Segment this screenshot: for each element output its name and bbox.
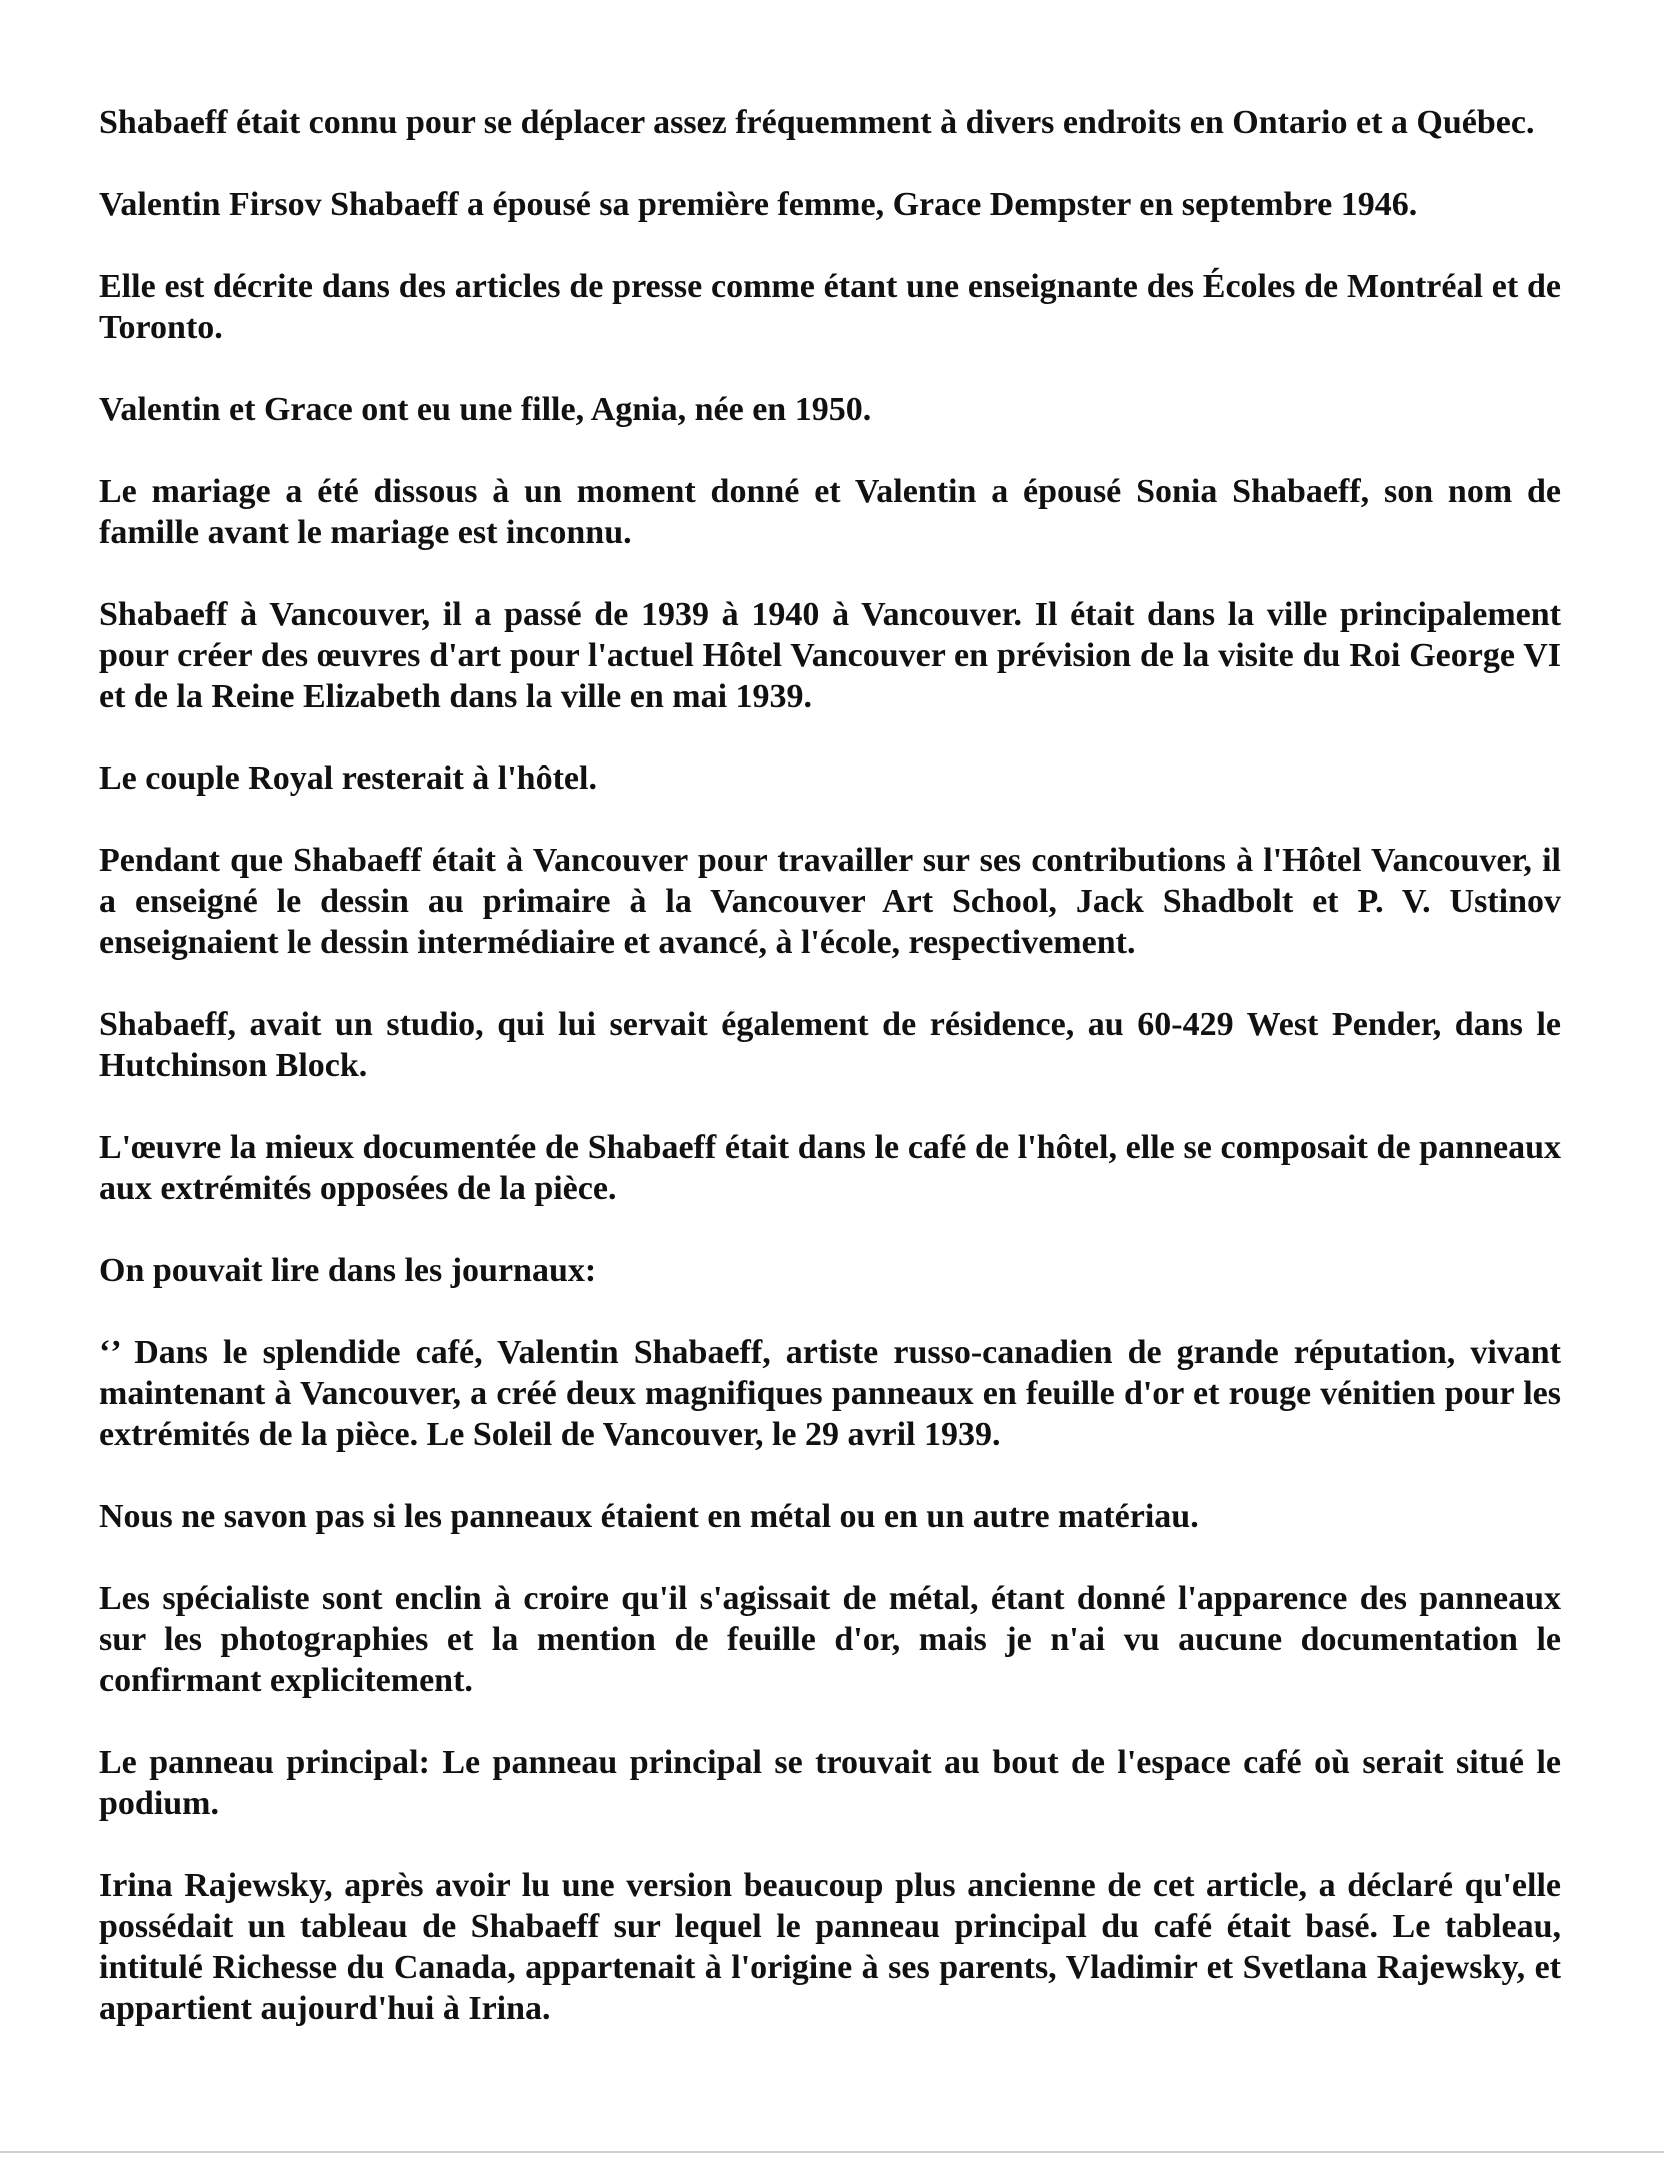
paragraph: Shabaeff, avait un studio, qui lui servait également de résidence, au 60-429 West Pender, dans le Hutchinson Block.: [99, 1006, 1561, 1084]
paragraph: Valentin et Grace ont eu une fille, Agnia, née en 1950.: [99, 391, 872, 428]
paragraph: Irina Rajewsky, après avoir lu une version beaucoup plus ancienne de cet article, a déclaré qu'elle possédait un tableau de Shabaeff sur lequel le panneau principal du café était basé. Le tableau, intitulé Richesse du Canada, appartenait à l'origine à ses parents, Vladimir et Svetlana Rajewsky, et appartient aujourd'hui à Irina.: [99, 1867, 1561, 2027]
paragraph: On pouvait lire dans les journaux:: [99, 1252, 597, 1289]
paragraph: Pendant que Shabaeff était à Vancouver pour travailler sur ses contributions à l'Hôtel Vancouver, il a enseigné le dessin au primaire à la Vancouver Art School, Jack Shadbolt et P. V. Ustinov enseignaient le dessin intermédiaire et avancé, à l'école, respectivement.: [99, 842, 1561, 961]
paragraph: Valentin Firsov Shabaeff a épousé sa première femme, Grace Dempster en septembre 1946.: [99, 186, 1418, 223]
paragraph: Shabaeff était connu pour se déplacer assez fréquemment à divers endroits en Ontario et a Québec.: [99, 104, 1535, 141]
page-bottom-edge: [0, 2151, 1664, 2153]
quote-paragraph: ‘’ Dans le splendide café, Valentin Shabaeff, artiste russo-canadien de grande réputation, vivant maintenant à Vancouver, a créé deux magnifiques panneaux en feuille d'or et rouge vénitien pour les extrémités de la pièce. Le Soleil de Vancouver, le 29 avril 1939.: [99, 1334, 1561, 1453]
paragraph: Le mariage a été dissous à un moment donné et Valentin a épousé Sonia Shabaeff, son nom de famille avant le mariage est inconnu.: [99, 473, 1561, 551]
paragraph: Les spécialiste sont enclin à croire qu'il s'agissait de métal, étant donné l'apparence des panneaux sur les photographies et la mention de feuille d'or, mais je n'ai vu aucune documentation le confirmant explicitement.: [99, 1580, 1561, 1699]
document-body: [99, 102, 1561, 2070]
paragraph: Shabaeff à Vancouver, il a passé de 1939 à 1940 à Vancouver. Il était dans la ville principalement pour créer des œuvres d'art pour l'actuel Hôtel Vancouver en prévision de la visite du Roi George VI et de la Reine Elizabeth dans la ville en mai 1939.: [99, 596, 1561, 715]
paragraph: Le panneau principal: Le panneau principal se trouvait au bout de l'espace café où serait situé le podium.: [99, 1744, 1561, 1822]
paragraph: Nous ne savon pas si les panneaux étaient en métal ou en un autre matériau.: [99, 1498, 1199, 1535]
paragraph: Le couple Royal resterait à l'hôtel.: [99, 760, 597, 797]
paragraph: Elle est décrite dans des articles de presse comme étant une enseignante des Écoles de Montréal et de Toronto.: [99, 268, 1561, 346]
paragraph: L'œuvre la mieux documentée de Shabaeff était dans le café de l'hôtel, elle se composait de panneaux aux extrémités opposées de la pièce.: [99, 1129, 1561, 1207]
